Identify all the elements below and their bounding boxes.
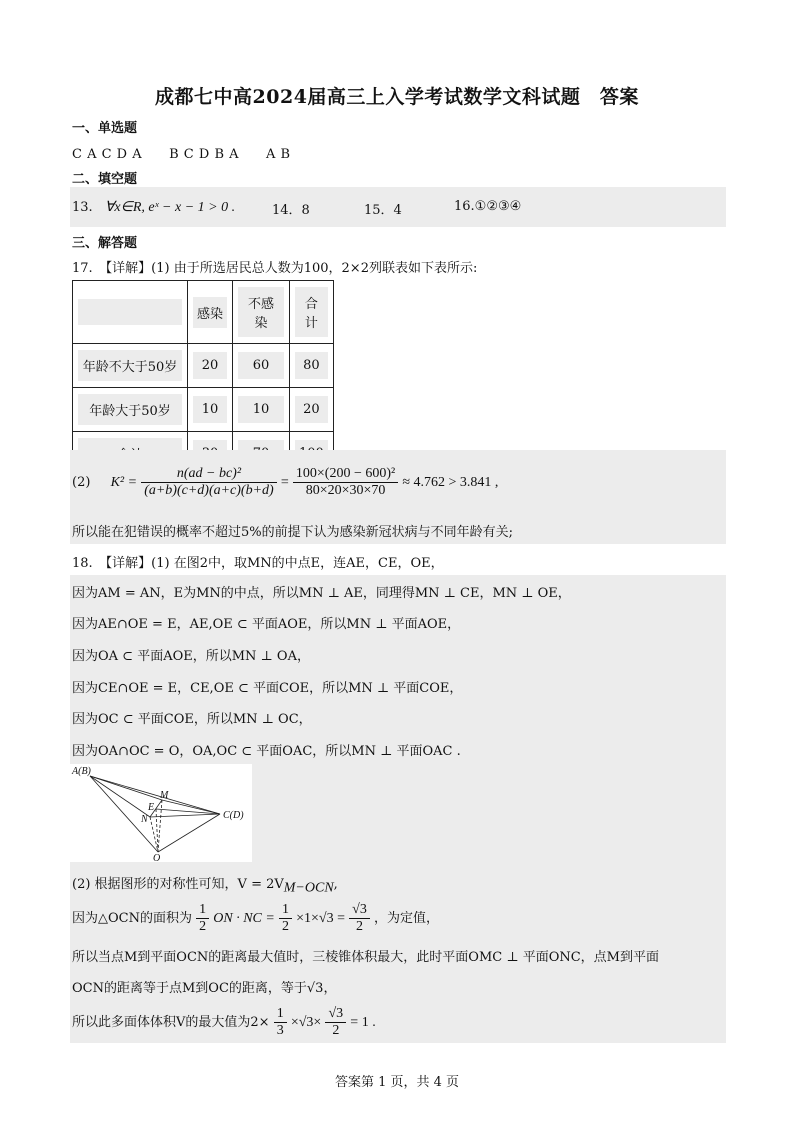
fraction-denominator: 2 bbox=[281, 919, 289, 934]
section-heading-solutions: 三、解答题 bbox=[72, 236, 138, 251]
table-cell: 60 bbox=[238, 352, 284, 379]
table-header-blank bbox=[78, 299, 182, 325]
q18-step: 因为OC ⊂ 平面COE，所以MN ⊥ OC， bbox=[72, 712, 312, 727]
table-cell: 年龄不大于50岁 bbox=[78, 350, 182, 381]
q15-answer: 15．4 bbox=[364, 203, 402, 218]
q18-distance-value: OCN的距离等于点M到OC的距离，等于√3， bbox=[72, 981, 337, 996]
page-footer: 答案第 1 页，共 4 页 bbox=[334, 1075, 460, 1090]
q18-step: 因为AM = AN，E为MN的中点，所以MN ⊥ AE，同理得MN ⊥ CE，MN ⊥ OE， bbox=[72, 586, 571, 601]
fraction-denominator: 2 bbox=[332, 1023, 340, 1038]
q18-max-volume bbox=[72, 1006, 376, 1039]
volume-punct: , bbox=[333, 877, 338, 892]
q17-intro: 17. 【详解】(1) 由于所选居民总人数为100，2×2列联表如下表所示: bbox=[72, 261, 478, 276]
computed-numerator: 100×(200 − 600)² bbox=[293, 466, 398, 483]
fraction-numerator: 1 bbox=[274, 1006, 287, 1023]
fraction-denominator: 3 bbox=[276, 1023, 284, 1038]
section-heading-single-choice: 一、单选题 bbox=[72, 121, 138, 136]
q18-step: 因为CE∩OE = E，CE,OE ⊂ 平面COE，所以MN ⊥ 平面COE， bbox=[72, 681, 463, 696]
table-cell: 80 bbox=[295, 352, 328, 379]
fraction-denominator: 2 bbox=[355, 919, 363, 934]
q17-conclusion: 所以能在犯错误的概率不超过5%的前提下认为感染新冠状病与不同年龄有关; bbox=[72, 525, 514, 540]
fill-blank-answers bbox=[72, 199, 522, 218]
label-E: E bbox=[148, 802, 155, 813]
fraction-denominator: 2 bbox=[199, 919, 207, 934]
table-cell: 年龄大于50岁 bbox=[78, 394, 182, 425]
q14-answer: 14．8 bbox=[272, 203, 310, 218]
q18-part2-volume bbox=[72, 873, 338, 897]
q18-step: 因为OA ⊂ 平面AOE，所以MN ⊥ OA， bbox=[72, 649, 310, 664]
computed-fraction bbox=[293, 466, 398, 499]
k-squared: K² = bbox=[110, 475, 138, 490]
third-fraction bbox=[274, 1006, 287, 1039]
label-M: M bbox=[160, 790, 169, 801]
area-conclusion: ，为定值， bbox=[373, 911, 439, 926]
table-cell: 20 bbox=[193, 352, 227, 379]
tetrahedron-diagram bbox=[70, 764, 252, 862]
formula-denominator: (a+b)(c+d)(a+c)(b+d) bbox=[144, 483, 274, 498]
part2-label: (2) bbox=[72, 475, 91, 490]
sqrt3-over-2 bbox=[349, 902, 370, 935]
table-header-cell: 感染 bbox=[193, 297, 227, 328]
geometry-figure bbox=[70, 764, 252, 862]
volume-statement: (2) 根据图形的对称性可知，V = 2V bbox=[72, 877, 284, 892]
volume-intro: 所以此多面体体积V的最大值为2× bbox=[72, 1015, 270, 1030]
q18-step: 因为AE∩OE = E，AE,OE ⊂ 平面AOE，所以MN ⊥ 平面AOE， bbox=[72, 617, 461, 632]
area-expression: ON · NC = bbox=[213, 911, 275, 926]
fraction-numerator: 1 bbox=[196, 902, 209, 919]
q13-answer: ∀x∈R, eˣ − x − 1 > 0 . bbox=[104, 200, 236, 215]
sqrt3-over-2 bbox=[325, 1006, 346, 1039]
equals-sign: = bbox=[280, 475, 289, 490]
table-row bbox=[73, 344, 334, 388]
half-fraction bbox=[279, 902, 292, 935]
table-header-cell: 不感染 bbox=[238, 287, 284, 337]
chi-square-result: ≈ 4.762 > 3.841 , bbox=[402, 475, 499, 490]
volume-expression: ×√3× bbox=[290, 1015, 322, 1030]
area-intro: 因为△OCN的面积为 bbox=[72, 911, 192, 926]
single-choice-answers: C A C D A B C D B A A B bbox=[72, 147, 291, 162]
q18-area-statement bbox=[72, 902, 439, 935]
half-fraction bbox=[196, 902, 209, 935]
contingency-table bbox=[72, 280, 334, 476]
formula-fraction bbox=[141, 466, 277, 499]
fraction-numerator: √3 bbox=[325, 1006, 346, 1023]
fraction-numerator: 1 bbox=[279, 902, 292, 919]
table-cell: 20 bbox=[295, 396, 328, 423]
area-expression: ×1×√3 = bbox=[296, 911, 345, 926]
label-N: N bbox=[141, 814, 148, 825]
label-C: C(D) bbox=[223, 810, 244, 821]
label-O: O bbox=[153, 853, 161, 862]
volume-result: = 1 . bbox=[350, 1015, 376, 1030]
table-header-cell: 合计 bbox=[295, 287, 328, 337]
page-title: 成都七中高2024届高三上入学考试数学文科试题 答案 bbox=[155, 86, 639, 108]
label-A: A(B) bbox=[72, 766, 91, 777]
table-cell: 10 bbox=[238, 396, 284, 423]
q18-step: 因为OA∩OC = O，OA,OC ⊂ 平面OAC，所以MN ⊥ 平面OAC . bbox=[72, 744, 461, 759]
chi-square-formula bbox=[72, 466, 498, 499]
table-cell: 10 bbox=[193, 396, 227, 423]
q18-max-distance: 所以当点M到平面OCN的距离最大值时，三棱锥体积最大，此时平面OMC ⊥ 平面ONC，点M到平面 bbox=[72, 950, 659, 965]
computed-denominator: 80×20×30×70 bbox=[305, 483, 386, 498]
fraction-numerator: √3 bbox=[349, 902, 370, 919]
q18-intro: 18. 【详解】(1) 在图2中，取MN的中点E，连AE，CE，OE， bbox=[72, 556, 444, 571]
table-row bbox=[73, 388, 334, 432]
section-heading-fill-blank: 二、填空题 bbox=[72, 172, 138, 187]
q13-label: 13. bbox=[72, 200, 93, 215]
q16-answer: 16.①②③④ bbox=[454, 199, 522, 214]
volume-subscript: M−OCN bbox=[283, 880, 334, 896]
formula-numerator: n(ad − bc)² bbox=[141, 466, 277, 483]
table-header-row bbox=[73, 281, 334, 344]
